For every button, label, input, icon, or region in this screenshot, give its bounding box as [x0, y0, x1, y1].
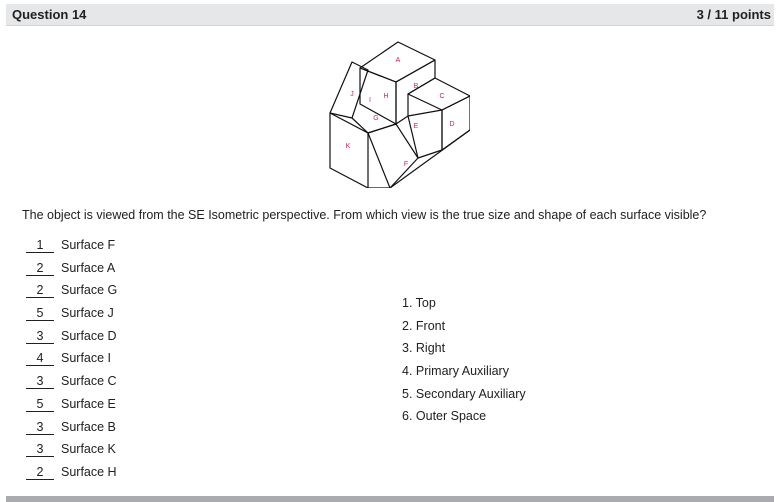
question-points: 3 / 11 points: [696, 7, 771, 22]
view-options-list: [402, 294, 526, 430]
answer-label: Surface F: [61, 238, 116, 252]
isometric-drawing: [320, 38, 470, 188]
question-title: Question 14: [12, 7, 87, 22]
label-g: G: [373, 115, 379, 122]
option-item: 2. Front: [402, 318, 446, 333]
label-d: D: [449, 121, 455, 128]
isometric-figure: [320, 38, 470, 188]
answer-row: [26, 304, 117, 327]
label-h: H: [383, 93, 389, 100]
answer-label: Surface I: [61, 351, 112, 366]
answer-row: [26, 349, 117, 372]
label-c: C: [439, 93, 445, 100]
answer-label: Surface D: [61, 328, 117, 343]
answer-value[interactable]: 1: [26, 238, 54, 253]
surface-f-face: [368, 124, 418, 188]
answer-label: Surface G: [61, 283, 118, 298]
answer-label: Surface B: [61, 419, 116, 434]
label-j: J: [350, 91, 354, 98]
answer-row: [26, 281, 117, 304]
answer-value[interactable]: 3: [26, 442, 54, 457]
answer-label: Surface E: [61, 396, 116, 411]
label-b: B: [413, 83, 419, 90]
answer-value[interactable]: 3: [26, 374, 54, 389]
answer-row: [26, 440, 117, 463]
question-header: [6, 4, 774, 26]
bottom-divider: [6, 496, 774, 502]
edge-line: [368, 124, 396, 133]
surface-j-face: [330, 62, 368, 118]
answer-value[interactable]: 5: [26, 397, 54, 412]
option-item: 1. Top: [402, 296, 436, 310]
answer-value[interactable]: 2: [26, 465, 54, 480]
answer-row: [26, 395, 117, 418]
answer-row: [26, 327, 117, 350]
label-f: F: [403, 161, 409, 168]
answer-row: [26, 418, 117, 441]
answer-row: [26, 372, 117, 395]
option-item: 5. Secondary Auxiliary: [402, 386, 526, 401]
answer-label: Surface J: [61, 306, 114, 321]
answer-label: Surface A: [61, 260, 116, 275]
option-item: 4. Primary Auxiliary: [402, 364, 509, 379]
answer-value[interactable]: 2: [26, 283, 54, 298]
answer-row: [26, 463, 117, 486]
option-item: 3. Right: [402, 341, 446, 356]
answer-value[interactable]: 2: [26, 261, 54, 276]
answer-row: [26, 259, 117, 282]
answer-row: [26, 236, 117, 259]
answer-label: Surface K: [61, 442, 116, 457]
label-a: A: [395, 57, 401, 64]
answer-label: Surface H: [61, 464, 117, 479]
surface-k-face: [330, 113, 368, 188]
label-e: E: [413, 123, 419, 130]
surface-d-face: [442, 96, 470, 150]
answer-label: Surface C: [61, 374, 117, 389]
label-k: K: [345, 143, 351, 150]
answer-value[interactable]: 4: [26, 351, 54, 366]
answer-value[interactable]: 3: [26, 420, 54, 435]
answer-value[interactable]: 3: [26, 329, 54, 344]
question-prompt: The object is viewed from the SE Isometric perspective. From which view is the true size and shape of each surface visible?: [22, 208, 707, 222]
answer-list: [26, 236, 117, 486]
label-i: I: [369, 97, 371, 104]
answer-value[interactable]: 5: [26, 306, 54, 321]
edge-line: [390, 130, 470, 188]
option-item: 6. Outer Space: [402, 409, 487, 424]
